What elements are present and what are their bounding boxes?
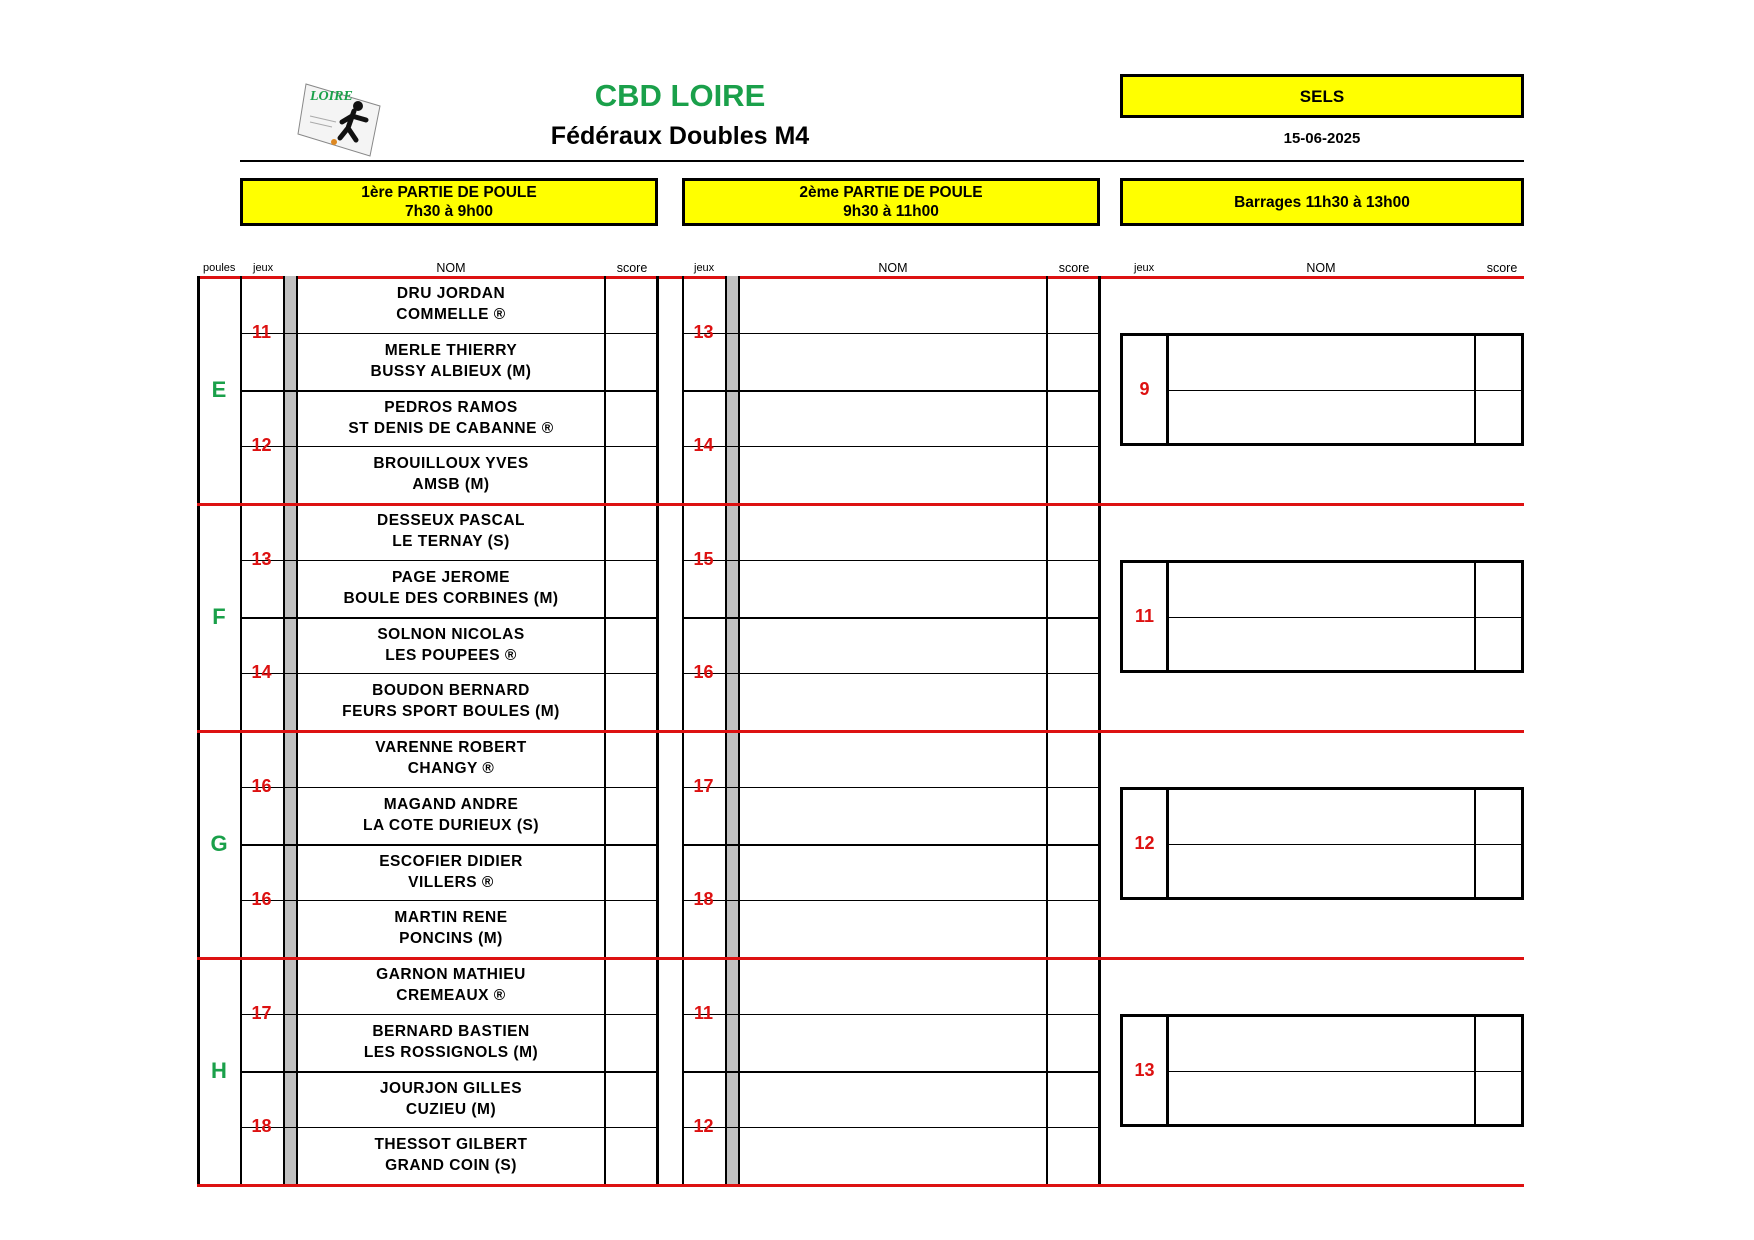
score-cell-first[interactable]	[606, 730, 656, 787]
page-title: CBD LOIRE	[594, 78, 766, 113]
name-cell-second[interactable]	[740, 276, 1046, 333]
pool-bottom-rule	[197, 1184, 1524, 1187]
score-cell-first[interactable]	[606, 333, 656, 390]
game-number: 11	[693, 1002, 714, 1023]
name-cell-second[interactable]	[740, 844, 1046, 901]
score-cell-second[interactable]	[1048, 503, 1098, 560]
barrage-name-cell[interactable]	[1169, 618, 1474, 671]
score-cell-first[interactable]	[606, 1014, 656, 1071]
event-date: 15-06-2025	[1283, 130, 1361, 147]
player-cell	[298, 503, 604, 559]
player-name: DRU JORDAN	[396, 285, 506, 302]
barrage-game-number: 12	[1134, 832, 1155, 853]
name-cell-second[interactable]	[740, 1014, 1046, 1071]
col-header-nom-3: NOM	[1306, 261, 1336, 275]
barrage-name-cell[interactable]	[1169, 1017, 1474, 1071]
pool-letter: F	[212, 603, 226, 629]
score-cell-second[interactable]	[1048, 673, 1098, 730]
game-number: 17	[693, 775, 714, 796]
barrage-score-cell[interactable]	[1476, 1017, 1521, 1071]
name-cell-second[interactable]	[740, 333, 1046, 390]
barrages-box	[1120, 178, 1524, 226]
score-cell-second[interactable]	[1048, 957, 1098, 1014]
player-cell	[298, 1014, 604, 1070]
game-number: 12	[693, 1116, 714, 1137]
game-number: 14	[693, 435, 714, 456]
score-cell-first[interactable]	[606, 900, 656, 957]
player-cell	[298, 730, 604, 786]
col-header-poules: poules	[203, 262, 236, 274]
player-club: CHANGY ®	[407, 760, 495, 777]
location-label: SELS	[1299, 86, 1345, 106]
name-cell-second[interactable]	[740, 503, 1046, 560]
first-session-time: 7h30 à 9h00	[405, 203, 493, 220]
name-cell-second[interactable]	[740, 673, 1046, 730]
barrage-name-cell[interactable]	[1169, 563, 1474, 617]
barrage-name-cell[interactable]	[1169, 391, 1474, 444]
player-cell	[298, 957, 604, 1013]
col-header-score-2: score	[1058, 261, 1090, 275]
player-name: PEDROS RAMOS	[384, 398, 518, 416]
player-club: LE TERNAY (S)	[392, 533, 510, 550]
player-name: BROUILLOUX YVES	[373, 455, 529, 473]
score-cell-first[interactable]	[606, 276, 656, 333]
location-box	[1120, 74, 1524, 118]
score-cell-second[interactable]	[1048, 1127, 1098, 1184]
player-cell	[298, 560, 604, 616]
score-cell-second[interactable]	[1048, 1071, 1098, 1128]
name-cell-second[interactable]	[740, 730, 1046, 787]
page-subtitle: Fédéraux Doubles M4	[550, 122, 810, 150]
header-divider	[240, 160, 1524, 162]
game-number: 18	[693, 889, 714, 910]
barrage-game-number: 9	[1139, 378, 1150, 399]
player-cell	[298, 1127, 604, 1183]
game-number: 13	[251, 548, 272, 569]
game-number: 15	[693, 548, 714, 569]
second-session-title: 2ème PARTIE DE POULE	[799, 184, 983, 201]
name-cell-second[interactable]	[740, 900, 1046, 957]
player-name: JOURJON GILLES	[379, 1079, 523, 1097]
score-cell-first[interactable]	[606, 503, 656, 560]
barrage-score-cell[interactable]	[1476, 336, 1521, 390]
pool-letter: E	[211, 376, 227, 402]
player-name: MARTIN RENE	[394, 909, 508, 927]
player-name: MAGAND ANDRE	[383, 795, 519, 813]
name-cell-second[interactable]	[740, 787, 1046, 844]
col-header-score-1: score	[616, 261, 648, 275]
player-club: LES POUPEES ®	[385, 646, 517, 664]
player-name: THESSOT GILBERT	[374, 1136, 528, 1154]
col-header-nom-2: NOM	[878, 261, 908, 275]
name-cell-second[interactable]	[740, 617, 1046, 674]
score-cell-second[interactable]	[1048, 787, 1098, 844]
score-cell-first[interactable]	[606, 1127, 656, 1184]
player-cell	[298, 1071, 604, 1127]
player-name: MERLE THIERRY	[384, 341, 518, 359]
game-number: 13	[693, 321, 714, 342]
player-name: BOUDON BERNARD	[372, 682, 530, 700]
score-cell-first[interactable]	[606, 617, 656, 674]
barrages-label: Barrages 11h30 à 13h00	[1234, 193, 1410, 211]
barrage-name-cell[interactable]	[1169, 336, 1474, 390]
game-number: 11	[251, 321, 272, 342]
name-cell-second[interactable]	[740, 1071, 1046, 1128]
score-cell-second[interactable]	[1048, 446, 1098, 503]
player-name: DESSEUX PASCAL	[377, 512, 525, 529]
col-header-jeux-3: jeux	[1134, 262, 1155, 274]
player-cell	[298, 276, 604, 332]
player-club: FEURS SPORT BOULES (M)	[342, 703, 560, 721]
game-number: 12	[251, 435, 272, 456]
player-name: VARENNE ROBERT	[375, 739, 527, 756]
col-header-nom-1: NOM	[436, 261, 466, 275]
col-header-score-3: score	[1486, 261, 1518, 275]
score-cell-first[interactable]	[606, 446, 656, 503]
barrage-game-number: 11	[1134, 605, 1155, 626]
barrage-name-cell[interactable]	[1169, 790, 1474, 844]
player-club: GRAND COIN (S)	[385, 1157, 517, 1175]
score-cell-first[interactable]	[606, 390, 656, 447]
player-club: BOULE DES CORBINES (M)	[343, 589, 559, 607]
barrage-score-cell[interactable]	[1476, 618, 1521, 671]
player-name: GARNON MATHIEU	[376, 966, 526, 983]
pool-letter: G	[210, 830, 228, 856]
score-cell-second[interactable]	[1048, 844, 1098, 901]
player-club: LA COTE DURIEUX (S)	[363, 816, 539, 834]
player-cell	[298, 787, 604, 843]
score-cell-second[interactable]	[1048, 390, 1098, 447]
player-cell	[298, 673, 604, 729]
player-cell	[298, 900, 604, 956]
score-cell-first[interactable]	[606, 787, 656, 844]
barrage-name-cell[interactable]	[1169, 1072, 1474, 1125]
barrage-score-cell[interactable]	[1476, 391, 1521, 444]
player-cell	[298, 446, 604, 502]
player-cell	[298, 844, 604, 900]
col-header-jeux-2: jeux	[694, 262, 715, 274]
svg-text:LOIRE: LOIRE	[310, 89, 353, 104]
first-session-box	[240, 178, 658, 226]
player-name: PAGE JEROME	[391, 568, 511, 586]
player-club: CUZIEU (M)	[405, 1100, 497, 1118]
score-cell-second[interactable]	[1048, 730, 1098, 787]
col-header-jeux-1: jeux	[253, 262, 274, 274]
first-session-title: 1ère PARTIE DE POULE	[361, 184, 537, 201]
barrage-score-cell[interactable]	[1476, 845, 1521, 898]
player-cell	[298, 390, 604, 446]
game-number: 17	[251, 1002, 272, 1023]
name-cell-second[interactable]	[740, 446, 1046, 503]
player-club: COMMELLE ®	[396, 306, 506, 323]
score-cell-first[interactable]	[606, 673, 656, 730]
barrage-game-number: 13	[1134, 1059, 1155, 1080]
score-cell-first[interactable]	[606, 844, 656, 901]
player-club: BUSSY ALBIEUX (M)	[370, 362, 532, 380]
player-name: SOLNON NICOLAS	[377, 625, 525, 643]
barrage-score-cell[interactable]	[1476, 1072, 1521, 1125]
score-cell-second[interactable]	[1048, 617, 1098, 674]
score-cell-first[interactable]	[606, 560, 656, 617]
pool-letter: H	[211, 1057, 227, 1083]
player-name: ESCOFIER DIDIER	[379, 852, 523, 870]
barrage-score-cell[interactable]	[1476, 563, 1521, 617]
name-cell-second[interactable]	[740, 560, 1046, 617]
player-club: PONCINS (M)	[399, 930, 503, 948]
game-number: 16	[693, 662, 714, 683]
second-session-box	[682, 178, 1100, 226]
game-number: 16	[251, 775, 272, 796]
name-cell-second[interactable]	[740, 957, 1046, 1014]
player-club: LES ROSSIGNOLS (M)	[363, 1043, 539, 1061]
second-session-time: 9h30 à 11h00	[843, 203, 939, 220]
name-cell-second[interactable]	[740, 1127, 1046, 1184]
barrage-name-cell[interactable]	[1169, 845, 1474, 898]
player-club: CREMEAUX ®	[396, 987, 506, 1004]
player-cell	[298, 617, 604, 673]
score-cell-second[interactable]	[1048, 1014, 1098, 1071]
player-cell	[298, 333, 604, 389]
player-name: BERNARD BASTIEN	[372, 1022, 530, 1040]
player-club: ST DENIS DE CABANNE ®	[348, 419, 554, 437]
score-cell-second[interactable]	[1048, 333, 1098, 390]
score-cell-first[interactable]	[606, 1071, 656, 1128]
game-number: 16	[251, 889, 272, 910]
game-number: 18	[251, 1116, 272, 1137]
cbd-loire-logo	[296, 76, 386, 160]
score-cell-second[interactable]	[1048, 276, 1098, 333]
barrage-score-cell[interactable]	[1476, 790, 1521, 844]
score-cell-first[interactable]	[606, 957, 656, 1014]
name-cell-second[interactable]	[740, 390, 1046, 447]
score-cell-second[interactable]	[1048, 560, 1098, 617]
score-cell-second[interactable]	[1048, 900, 1098, 957]
game-number: 14	[251, 662, 272, 683]
player-club: VILLERS ®	[408, 873, 494, 891]
player-club: AMSB (M)	[412, 476, 490, 494]
